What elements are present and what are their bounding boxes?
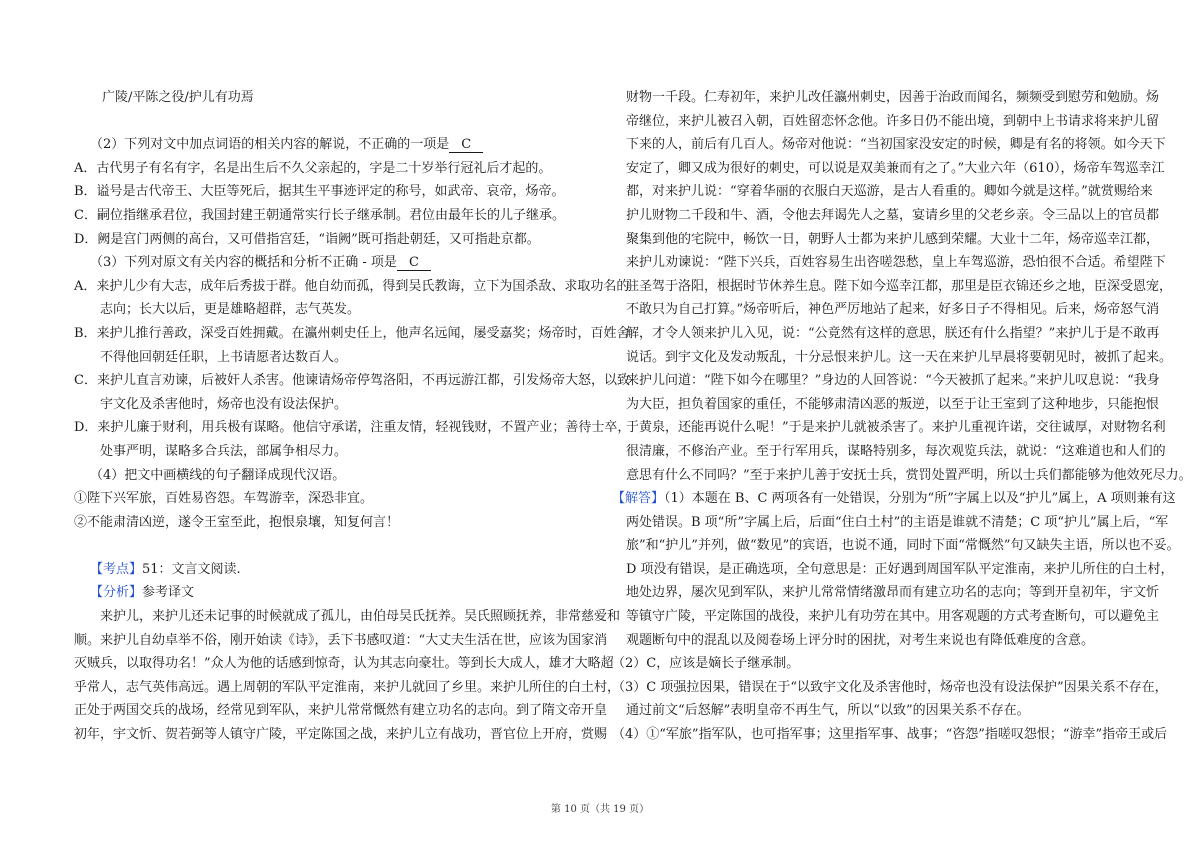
jieda-tag: 【解答】: [612, 491, 665, 507]
option-b-cont: 不得他回朝廷任职，上书请愿者达数百人。: [100, 349, 348, 365]
translation-line: 来护儿劝谏说：“陛下兴兵，百姓容易生出咨嗟怨愁，皇上车驾巡游，恐怕很不合适。希望陛下: [626, 255, 1166, 271]
option-c-cont: 宇文化及杀害他时，炀帝也没有设法保护。: [100, 396, 348, 412]
sentence-1: ①陛下兴军旅，百姓易咨怨。车驾游幸，深恐非宜。: [74, 491, 374, 507]
answer-line: 两处错误。B 项“所”字属上后，后面“住白土村”的主语是谁就不清楚；C 项“护儿”属上后，“军: [626, 514, 1169, 530]
translation-line: 不敢只为自己打算。”炀帝听后，神色严厉地站了起来，好多日子不得相见。后来，炀帝怒气消: [626, 302, 1160, 318]
fenxi: [74, 581, 586, 605]
kaodian-text: 51：文言文阅读.: [142, 561, 241, 577]
left-column: [74, 86, 631, 747]
kaodian-tag: 【考点】: [90, 561, 143, 577]
answer-line: D 项没有错误，是正确选项，全句意思是：正好遇到周国军队平定淮南，来护儿所住的白土村，: [626, 561, 1174, 577]
sentence-2: ②不能肃清凶逆，遂令王室至此，抱恨泉壤，知复何言！: [74, 514, 400, 530]
kaodian: [74, 558, 586, 582]
option-c: C．来护儿直言劝谏，后被奸人杀害。他谏请炀帝停驾洛阳，不再远游江都，引发炀帝大怒，以致: [74, 373, 630, 389]
translation-line: 来护儿，来护儿还未记事的时候就成了孤儿，由伯母吴氏抚养。吴氏照顾抚养，非常慈爱和: [100, 609, 621, 625]
answer-line: 等镇守广陵，平定陈国的战役，来护儿有功劳在其中。用客观题的方式考查断句，可以避免主: [626, 609, 1160, 625]
answer-blank: C: [397, 255, 431, 271]
translation-line: 于黄泉，还能再说什么呢！”于是来护儿就被杀害了。来护儿重视许诺，交往诚厚，对财物名利: [626, 420, 1166, 436]
translation-line: 解，才令人领来护儿入见，说：“公竟然有这样的意思，朕还有什么指望？”来护儿于是不敢再: [626, 325, 1160, 341]
translation-line: 都，对来护儿说：“穿着华丽的衣服白天巡游，是古人看重的。卿如今就是这样。”就赏赐给来: [626, 184, 1153, 200]
answer-line: 观题断句中的混乱以及阅卷场上评分时的困扰，对考生来说也有降低难度的含意。: [626, 632, 1095, 648]
translation-line: 正处于两国交兵的战场，经常见到军队，来护儿常常慨然有建立功名的志向。到了隋文帝开皇: [74, 703, 608, 719]
spacer: [74, 534, 586, 558]
fenxi-tag: 【分析】: [90, 585, 143, 601]
translation-line: 下来的人，前后有几百人。炀帝对他说：“当初国家没安定的时候，卿是有名的将领。如今天下: [626, 137, 1166, 153]
question-3: [74, 251, 586, 275]
answer-line: 旅”和“护儿”并列，做“数见”的宾语，也说不通，同时下面“常慨然”句又缺失主语，所以也不妥。: [626, 538, 1180, 554]
translation-line: 初年，宇文忻、贺若弼等人镇守广陵，平定陈国之战，来护儿立有战功，晋官位上开府，赏赐: [74, 727, 608, 743]
translation-line: 很清廉，不修治产业。至于行军用兵，谋略特别多，每次观览兵法，就说：“这难道也和人们的: [626, 443, 1166, 459]
translation-line: 意思有什么不同吗？”至于来护儿善于安抚士兵，赏罚处置严明，所以士兵们都能够为他效死尽力。: [626, 467, 1192, 483]
translation-line: 灭贼兵，以取得功名！”众人为他的话感到惊奇，认为其志向豪壮。等到长大成人，雄才大略超: [74, 656, 614, 672]
question-4: （4）把文中画横线的句子翻译成现代汉语。: [90, 467, 346, 483]
option-d: D．来护儿廉于财利，用兵极有谋略。他信守承诺，注重友情，轻视钱财，不置产业；善待士卒，: [74, 420, 631, 436]
right-column: [612, 86, 1192, 747]
answer-line: （1）本题在 B、C 两项各有一处错误，分别为“所”字属上以及“护儿”属上，A 项则兼有这: [664, 491, 1176, 507]
answer-line: （3）C 项强拉因果，错误在于“以致宇文化及杀害他时，炀帝也没有设法保护”因果关系不存在，: [612, 679, 1168, 695]
answer-line: （4）①“军旅”指军队，也可指军事；这里指军事、战事；“咨怨”指嗟叹怨恨；“游幸”指帝王或后: [612, 727, 1168, 743]
option-a: A．来护儿少有大志，成年后秀拔于群。他自幼而孤，得到吴氏教诲，立下为国杀敌、求取功名的: [74, 278, 630, 294]
option-c: C．嗣位指继承君位，我国封建王朝通常实行长子继承制。君位由最年长的儿子继承。: [74, 207, 565, 223]
translation-line: 护儿财物二千段和牛、酒，令他去拜谒先人之墓，宴请乡里的父老乡亲。令三品以上的官员都: [626, 207, 1160, 223]
question-text: （2）下列对文中加点词语的相关内容的解说，不正确的一项是: [90, 137, 450, 153]
option-d-cont: 处事严明，谋略多合兵法，部属争相尽力。: [100, 443, 348, 459]
page-footer: 第 10 页（共 19 页）: [550, 804, 650, 815]
option-b: B．来护儿推行善政，深受百姓拥戴。在瀛州刺史任上，他声名远闻，屡受嘉奖；炀帝时，百姓舍: [74, 325, 630, 341]
option-a: A．古代男子有名有字，名是出生后不久父亲起的，字是二十岁举行冠礼后才起的。: [74, 160, 552, 176]
translation-line: 帝继位，来护儿被召入朝，百姓留恋怀念他。许多日仍不能出境，到朝中上书请求将来护儿留: [626, 113, 1160, 129]
translation-line: 说话。到宇文化及发动叛乱，十分忌恨来护儿。这一天在来护儿早晨将要朝见时，被抓了起来。: [626, 349, 1173, 365]
translation-line: 财物一千段。仁寿初年，来护儿改任瀛州刺史，因善于治政而闻名，频频受到慰劳和勉励。炀: [626, 90, 1160, 105]
answer-line: 地处边界，屡次见到军队，来护儿常常情绪激昂而有建立功名的志向；等到开皇初年，宇文忻: [626, 585, 1160, 601]
answer-line: （2）C，应该是嫡长子继承制。: [612, 656, 800, 672]
translation-line: 来护儿问道：“陛下如今在哪里？”身边的人回答说：“今天被抓了起来。”来护儿叹息说：“我身: [626, 373, 1160, 389]
fenxi-text: 参考译文: [142, 585, 195, 601]
answer-blank: C: [449, 137, 483, 153]
translation-line: 为大臣，担负着国家的重任，不能够肃清凶恶的叛逆，以至于让王室到了这种地步，只能抱恨: [626, 396, 1160, 412]
option-a-cont: 志向；长大以后，更是雄略超群，志气英发。: [100, 302, 361, 318]
jieda: [612, 487, 1176, 511]
option-d: D．阙是宫门两侧的高台，又可借指宫廷，“诣阙”既可指赴朝廷，又可指赴京都。: [74, 231, 540, 247]
translation-line: 聚集到他的宅院中，畅饮一日，朝野人士都为来护儿感到荣耀。大业十二年，炀帝巡幸江都，: [626, 231, 1160, 247]
spacer: [74, 110, 586, 134]
text-line: 广陵/平陈之役/护儿有功焉: [102, 90, 254, 105]
option-b: B．谥号是古代帝王、大臣等死后，据其生平事迹评定的称号，如武帝、哀帝，炀帝。: [74, 184, 565, 200]
translation-line: 乎常人，志气英伟高远。遇上周朝的军队平定淮南，来护儿就回了乡里。来护儿所住的白土村，: [74, 679, 621, 695]
question-text: （3）下列对原文有关内容的概括和分析不正确 - 项是: [90, 255, 397, 271]
question-2: [74, 133, 586, 157]
translation-line: 驻圣驾于洛阳，根据时节休养生息。陛下如今巡幸江都，那里是臣衣锦还乡之地，臣深受恩宠，: [626, 278, 1173, 294]
translation-line: 顺。来护儿自幼卓举不俗，刚开始读《诗》，丢下书感叹道：“大丈夫生活在世，应该为国家消: [74, 632, 608, 648]
translation-line: 安定了，卿又成为很好的刺史，可以说是双美兼而有之了。”大业六年（610），炀帝车驾巡幸江: [626, 160, 1165, 176]
answer-line: 通过前文“后怒解”表明皇帝不再生气，所以“以致”的因果关系不存在。: [626, 703, 1030, 719]
